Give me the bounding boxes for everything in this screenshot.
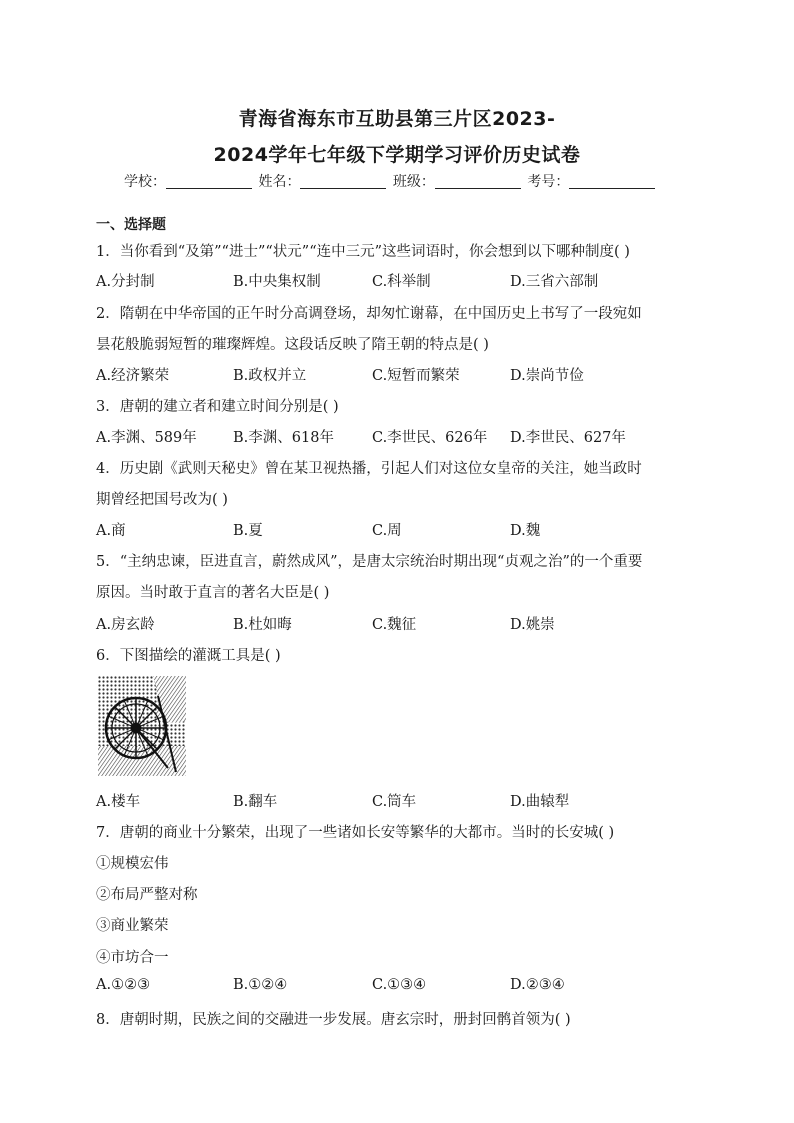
q7-statement-4: ④市坊合一 <box>96 950 169 966</box>
school-blank <box>166 174 252 189</box>
question-7-text: 7．唐朝的商业十分繁荣，出现了一些诸如长安等繁华的大都市。当时的长安城( ) <box>96 825 615 841</box>
section-heading: 一、选择题 <box>96 217 166 233</box>
q5-option-a: A.房玄龄 <box>96 617 155 633</box>
q4-option-b: B.夏 <box>233 523 263 539</box>
exam-title-line1: 青海省海东市互助县第三片区2023- <box>238 108 556 130</box>
question-1-text: 1．当你看到“及第”“进士”“状元”“连中三元”这些词语时，你会想到以下哪种制度( ) <box>96 244 630 260</box>
q4-option-c: C.周 <box>372 523 402 539</box>
question-5-text-line1: 5．“主纳忠谏，臣进直言，蔚然成风”，是唐太宗统治时期出现“贞观之治”的一个重要 <box>96 554 643 570</box>
school-label: 学校： <box>124 174 166 190</box>
q7-statement-2: ②布局严整对称 <box>96 887 198 903</box>
number-label: 考号： <box>527 174 570 190</box>
q1-option-b: B.中央集权制 <box>233 274 321 290</box>
q5-option-d: D.姚崇 <box>510 617 555 633</box>
q1-option-d: D.三省六部制 <box>510 274 599 290</box>
q3-option-c: C.李世民、626年 <box>372 430 488 446</box>
name-label: 姓名： <box>258 174 301 190</box>
exam-title-line2: 2024学年七年级下学期学习评价历史试卷 <box>213 144 581 166</box>
question-6-text: 6．下图描绘的灌溉工具是( ) <box>96 648 281 664</box>
q7-option-d: D.②③④ <box>510 977 565 993</box>
question-4-text-line2: 期曾经把国号改为( ) <box>96 492 228 508</box>
irrigation-tool-illustration <box>98 676 186 776</box>
q2-option-a: A.经济繁荣 <box>96 368 170 384</box>
q3-option-d: D.李世民、627年 <box>510 430 626 446</box>
q4-option-a: A.商 <box>96 523 126 539</box>
number-blank <box>569 174 655 189</box>
q2-option-d: D.崇尚节俭 <box>510 368 584 384</box>
question-5-text-line2: 原因。当时敢于直言的著名大臣是( ) <box>96 585 330 601</box>
q2-option-c: C.短暂而繁荣 <box>372 368 460 384</box>
q7-statement-1: ①规模宏伟 <box>96 856 169 872</box>
class-label: 班级： <box>392 174 435 190</box>
q2-option-b: B.政权并立 <box>233 368 307 384</box>
q6-option-c: C.筒车 <box>372 794 417 810</box>
q1-option-c: C.科举制 <box>372 274 431 290</box>
q7-option-c: C.①③④ <box>372 977 427 993</box>
q1-option-a: A.分封制 <box>96 274 155 290</box>
q7-option-a: A.①②③ <box>96 977 151 993</box>
question-3-text: 3．唐朝的建立者和建立时间分别是( ) <box>96 399 339 415</box>
student-info-row <box>124 171 657 191</box>
class-blank <box>435 174 521 189</box>
q4-option-d: D.魏 <box>510 523 541 539</box>
question-8-text: 8．唐朝时期，民族之间的交融进一步发展。唐玄宗时，册封回鹘首领为( ) <box>96 1012 571 1028</box>
q5-option-b: B.杜如晦 <box>233 617 292 633</box>
question-4-text-line1: 4．历史剧《武则天秘史》曾在某卫视热播，引起人们对这位女皇帝的关注，她当政时 <box>96 461 642 477</box>
q3-option-b: B.李渊、618年 <box>233 430 334 446</box>
question-2-text-line1: 2．隋朝在中华帝国的正午时分高调登场，却匆忙谢幕，在中国历史上书写了一段宛如 <box>96 306 642 322</box>
q7-statement-3: ③商业繁荣 <box>96 918 169 934</box>
q6-option-d: D.曲辕犁 <box>510 794 570 810</box>
q5-option-c: C.魏征 <box>372 617 417 633</box>
q6-option-a: A.楼车 <box>96 794 141 810</box>
q3-option-a: A.李渊、589年 <box>96 430 197 446</box>
name-blank <box>300 174 386 189</box>
question-2-text-line2: 昙花般脆弱短暂的璀璨辉煌。这段话反映了隋王朝的特点是( ) <box>96 337 489 353</box>
q6-option-b: B.翻车 <box>233 794 278 810</box>
q7-option-b: B.①②④ <box>233 977 288 993</box>
